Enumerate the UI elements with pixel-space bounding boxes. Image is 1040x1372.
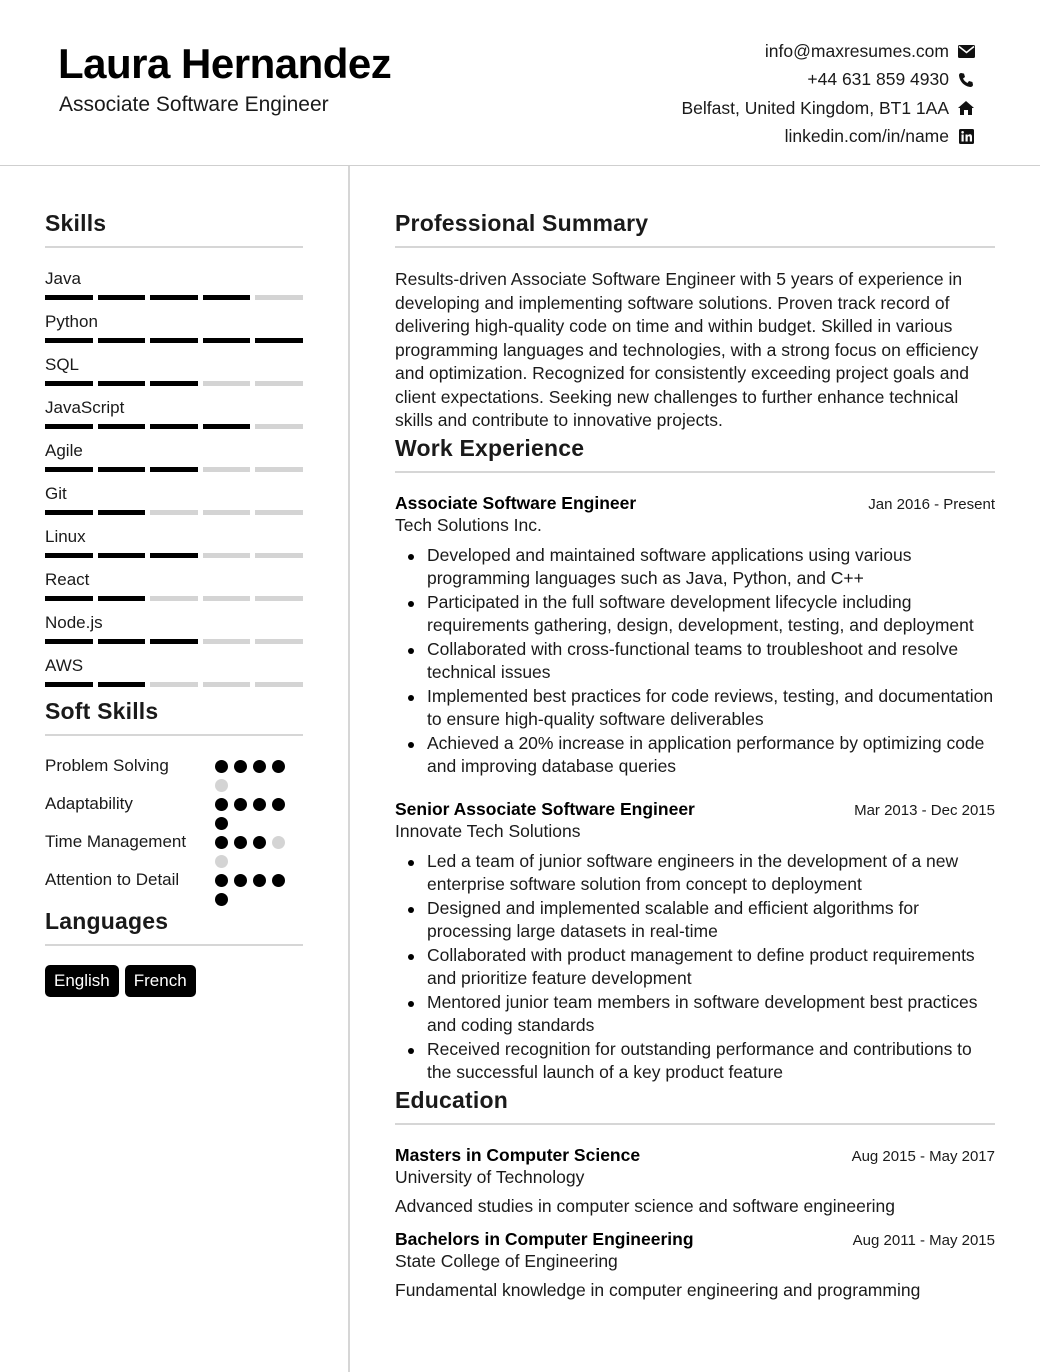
skill-name: Git	[45, 484, 67, 503]
skill-level-segment	[45, 381, 93, 386]
skill-level-segment	[203, 467, 251, 472]
soft-skill-rating	[215, 754, 295, 792]
skill-level-segment	[45, 596, 93, 601]
skill-level-bar	[45, 510, 303, 515]
candidate-title: Associate Software Engineer	[59, 93, 329, 116]
skill-item	[45, 354, 303, 397]
skill-level-segment	[203, 510, 251, 515]
skill-level-segment	[150, 467, 198, 472]
skill-item	[45, 612, 303, 655]
job-bullet: Led a team of junior software engineers in the development of a new enterprise software solution from concept to deployment	[395, 850, 995, 897]
rating-dot	[215, 779, 228, 792]
work-heading: Work Experience	[395, 435, 995, 473]
soft-skill-item	[45, 754, 303, 792]
job-bullets	[395, 850, 995, 1085]
contact-linkedin-text[interactable]: linkedin.com/in/name	[784, 126, 949, 147]
job-header	[395, 799, 995, 820]
skill-item	[45, 655, 303, 698]
skill-level-segment	[150, 682, 198, 687]
skill-level-segment	[45, 682, 93, 687]
education-school: State College of Engineering	[395, 1250, 618, 1271]
job-bullet: Implemented best practices for code reviews, testing, and documentation to ensure high-quality software deliverables	[395, 685, 995, 732]
rating-dot	[234, 760, 247, 773]
soft-skill-rating	[215, 830, 295, 868]
job-title: Associate Software Engineer	[395, 492, 637, 513]
skills-heading: Skills	[45, 210, 303, 248]
contact-address-text: Belfast, United Kingdom, BT1 1AA	[681, 97, 949, 118]
skill-item	[45, 397, 303, 440]
rating-dot	[215, 760, 228, 773]
education-degree: Masters in Computer Science	[395, 1144, 641, 1165]
skill-level-segment	[150, 424, 198, 429]
job-company: Innovate Tech Solutions	[395, 820, 581, 841]
skill-item	[45, 268, 303, 311]
skill-level-segment	[45, 295, 93, 300]
rating-dot	[253, 874, 266, 887]
rating-dot	[215, 874, 228, 887]
skill-name: React	[45, 570, 90, 589]
skill-level-segment	[255, 381, 303, 386]
job-bullet: Mentored junior team members in software development best practices and coding standards	[395, 991, 995, 1038]
soft-skill-name: Attention to Detail	[45, 870, 180, 889]
skill-level-segment	[98, 295, 146, 300]
envelope-icon	[956, 42, 976, 60]
job-bullet: Designed and implemented scalable and efficient algorithms for processing large datasets in real-time	[395, 897, 995, 944]
summary-heading: Professional Summary	[395, 210, 995, 248]
job-header	[395, 493, 995, 514]
rating-dot	[234, 836, 247, 849]
skill-level-segment	[255, 510, 303, 515]
skill-level-segment	[45, 639, 93, 644]
rating-dot	[253, 798, 266, 811]
rating-dot	[253, 836, 266, 849]
skill-level-bar	[45, 295, 303, 300]
skill-level-bar	[45, 338, 303, 343]
soft-skill-item	[45, 792, 303, 830]
skill-level-segment	[255, 639, 303, 644]
skill-name: Java	[45, 269, 81, 288]
job-entry	[395, 493, 995, 779]
education-list	[395, 1145, 995, 1301]
education-entry	[395, 1229, 995, 1301]
contact-list	[682, 37, 977, 151]
skill-item	[45, 440, 303, 483]
skill-level-segment	[45, 338, 93, 343]
soft-skill-rating	[215, 792, 295, 830]
home-icon	[956, 99, 976, 117]
rating-dot	[215, 836, 228, 849]
job-bullet: Participated in the full software development lifecycle including requirements gathering, design, development, testing, and deployment	[395, 591, 995, 638]
skill-name: Linux	[45, 527, 86, 546]
skill-level-segment	[45, 510, 93, 515]
rating-dot	[234, 874, 247, 887]
rating-dot	[215, 893, 228, 906]
job-bullet: Collaborated with cross-functional teams to troubleshoot and resolve technical issues	[395, 638, 995, 685]
summary-text: Results-driven Associate Software Engineer with 5 years of experience in developing and implementing software solutions. Proven track record of delivering high-quality code on time and within budget. Skilled in various programming languages and technologies, with a strong focus on efficiency and optimization. Recognized for consistently exceeding project goals and client expectations. Seeking new challenges to further enhance technical skills and contribute to innovative projects.	[395, 269, 979, 430]
skill-item	[45, 483, 303, 526]
skill-level-segment	[98, 639, 146, 644]
skills-list	[45, 268, 303, 698]
job-bullet: Collaborated with product management to define product requirements and prioritize feature development	[395, 944, 995, 991]
candidate-name: Laura Hernandez	[58, 40, 392, 87]
soft-skill-name: Problem Solving	[45, 756, 169, 775]
jobs-list	[395, 493, 995, 1085]
job-entry	[395, 799, 995, 1085]
rating-dot	[253, 760, 266, 773]
skill-level-segment	[98, 682, 146, 687]
main-content	[395, 210, 995, 1301]
rating-dot	[272, 760, 285, 773]
education-header	[395, 1145, 995, 1166]
skill-level-segment	[45, 553, 93, 558]
skill-level-segment	[98, 381, 146, 386]
skill-item	[45, 526, 303, 569]
linkedin-icon	[956, 128, 976, 146]
skill-level-segment	[150, 510, 198, 515]
soft-skill-name: Adaptability	[45, 794, 133, 813]
rating-dot	[215, 798, 228, 811]
skill-level-segment	[255, 467, 303, 472]
rating-dot	[215, 855, 228, 868]
job-bullets	[395, 544, 995, 779]
skill-level-segment	[203, 295, 251, 300]
rating-dot	[272, 798, 285, 811]
soft-skill-name: Time Management	[45, 832, 187, 851]
skill-name: Python	[45, 312, 98, 331]
skill-item	[45, 311, 303, 354]
education-heading: Education	[395, 1087, 995, 1125]
languages-list	[45, 965, 303, 997]
language-badge: English	[45, 965, 119, 997]
contact-email-text[interactable]: info@maxresumes.com	[764, 40, 949, 61]
soft-skills-list	[45, 754, 303, 906]
skill-level-segment	[150, 338, 198, 343]
skill-level-segment	[98, 338, 146, 343]
skill-level-segment	[203, 381, 251, 386]
rating-dot	[234, 798, 247, 811]
education-entry	[395, 1145, 995, 1217]
skill-level-segment	[255, 596, 303, 601]
job-date: Mar 2013 - Dec 2015	[854, 801, 995, 819]
skill-level-segment	[45, 424, 93, 429]
skill-level-segment	[150, 596, 198, 601]
education-date: Aug 2011 - May 2015	[852, 1231, 995, 1249]
soft-skill-item	[45, 830, 303, 868]
skill-level-bar	[45, 553, 303, 558]
education-date: Aug 2015 - May 2017	[851, 1147, 995, 1165]
education-header	[395, 1229, 995, 1250]
skill-level-segment	[255, 682, 303, 687]
skill-name: AWS	[45, 656, 84, 675]
skill-level-segment	[203, 424, 251, 429]
language-badge: French	[125, 965, 196, 997]
skill-level-segment	[255, 338, 303, 343]
rating-dot	[272, 874, 285, 887]
contact-linkedin[interactable]	[682, 123, 977, 152]
skill-level-bar	[45, 467, 303, 472]
soft-skills-heading: Soft Skills	[45, 698, 303, 736]
skill-level-segment	[98, 596, 146, 601]
languages-heading: Languages	[45, 908, 303, 946]
skill-level-segment	[98, 424, 146, 429]
education-school: University of Technology	[395, 1166, 585, 1187]
skill-item	[45, 569, 303, 612]
skill-name: Node.js	[45, 613, 103, 632]
sidebar	[45, 210, 303, 997]
skill-level-segment	[203, 639, 251, 644]
education-description: Advanced studies in computer science and software engineering	[395, 1195, 896, 1216]
skill-level-segment	[203, 338, 251, 343]
education-degree: Bachelors in Computer Engineering	[395, 1228, 694, 1249]
rating-dot	[272, 836, 285, 849]
soft-skill-item	[45, 868, 303, 906]
column-divider	[348, 166, 350, 1372]
skill-level-segment	[150, 639, 198, 644]
contact-email[interactable]	[682, 37, 977, 66]
skill-name: Agile	[45, 441, 83, 460]
contact-phone[interactable]	[682, 66, 977, 95]
skill-name: SQL	[45, 355, 80, 374]
soft-skill-rating	[215, 868, 295, 906]
skill-name: JavaScript	[45, 398, 125, 417]
skill-level-segment	[203, 682, 251, 687]
job-bullet: Developed and maintained software applications using various programming languages such as Java, Python, and C++	[395, 544, 995, 591]
skill-level-segment	[98, 553, 146, 558]
skill-level-bar	[45, 682, 303, 687]
skill-level-segment	[255, 424, 303, 429]
job-bullet: Achieved a 20% increase in application performance by optimizing code and improving database queries	[395, 732, 995, 779]
contact-address	[682, 94, 977, 123]
rating-dot	[215, 817, 228, 830]
skill-level-segment	[45, 467, 93, 472]
skill-level-segment	[203, 596, 251, 601]
phone-icon	[956, 71, 976, 89]
contact-phone-text[interactable]: +44 631 859 4930	[807, 69, 949, 90]
resume-header	[0, 0, 1040, 166]
job-date: Jan 2016 - Present	[868, 495, 995, 513]
job-bullet: Received recognition for outstanding performance and contributions to the successful launch of a key product feature	[395, 1038, 995, 1085]
skill-level-segment	[203, 553, 251, 558]
skill-level-bar	[45, 596, 303, 601]
skill-level-segment	[98, 467, 146, 472]
skill-level-segment	[150, 295, 198, 300]
skill-level-segment	[255, 553, 303, 558]
skill-level-segment	[150, 553, 198, 558]
job-title: Senior Associate Software Engineer	[395, 798, 695, 819]
job-company: Tech Solutions Inc.	[395, 514, 542, 535]
skill-level-bar	[45, 639, 303, 644]
skill-level-bar	[45, 424, 303, 429]
education-description: Fundamental knowledge in computer engineering and programming	[395, 1279, 921, 1300]
skill-level-segment	[98, 510, 146, 515]
skill-level-bar	[45, 381, 303, 386]
skill-level-segment	[255, 295, 303, 300]
skill-level-segment	[150, 381, 198, 386]
